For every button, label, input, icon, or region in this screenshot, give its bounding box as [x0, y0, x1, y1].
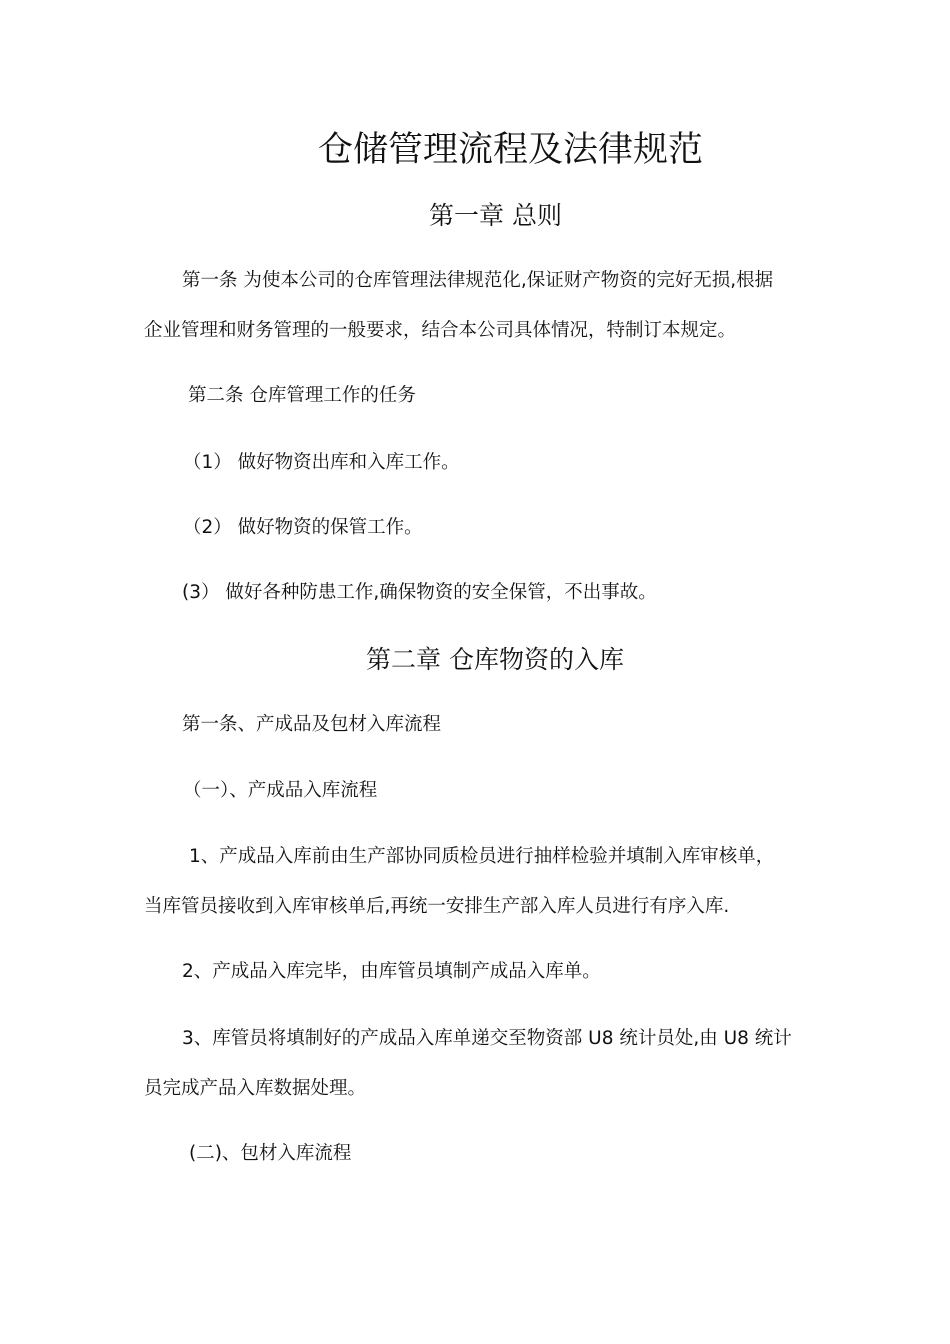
chapter-1-task-2: （2） 做好物资的保管工作。	[183, 517, 423, 538]
document-title: 仓储管理流程及法律规范	[318, 130, 704, 170]
chapter-1-article-1-line-2: 企业管理和财务管理的一般要求，结合本公司具体情况，特制订本规定。	[144, 320, 737, 341]
chapter-2-sub-2-heading: (二)、包材入库流程	[189, 1143, 352, 1164]
chapter-1-article-1-line-1: 第一条 为使本公司的仓库管理法律规范化,保证财产物资的完好无损,根据	[182, 270, 774, 291]
chapter-2-step-2: 2、产成品入库完毕，由库管员填制产成品入库单。	[182, 961, 601, 982]
chapter-2-sub-1-heading: （一）、产成品入库流程	[183, 780, 378, 801]
chapter-1-task-1: （1） 做好物资出库和入库工作。	[183, 452, 460, 473]
chapter-2-step-3-line-2: 员完成产品入库数据处理。	[144, 1078, 367, 1099]
chapter-2-step-1-line-1: 1、产成品入库前由生产部协同质检员进行抽样检验并填制入库审核单，	[189, 846, 775, 867]
chapter-2-heading: 第二章 仓库物资的入库	[366, 645, 624, 674]
chapter-2-article-1-heading: 第一条、产成品及包材入库流程	[182, 714, 442, 735]
chapter-1-heading: 第一章 总则	[429, 201, 562, 230]
chapter-1-article-2-heading: 第二条 仓库管理工作的任务	[188, 385, 416, 406]
chapter-2-step-1-line-2: 当库管员接收到入库审核单后,再统一安排生产部入库人员进行有序入库.	[144, 896, 730, 917]
chapter-1-task-3: (3） 做好各种防患工作,确保物资的安全保管，不出事故。	[182, 582, 657, 603]
chapter-2-step-3-line-1: 3、库管员将填制好的产成品入库单递交至物资部 U8 统计员处,由 U8 统计	[182, 1028, 792, 1049]
